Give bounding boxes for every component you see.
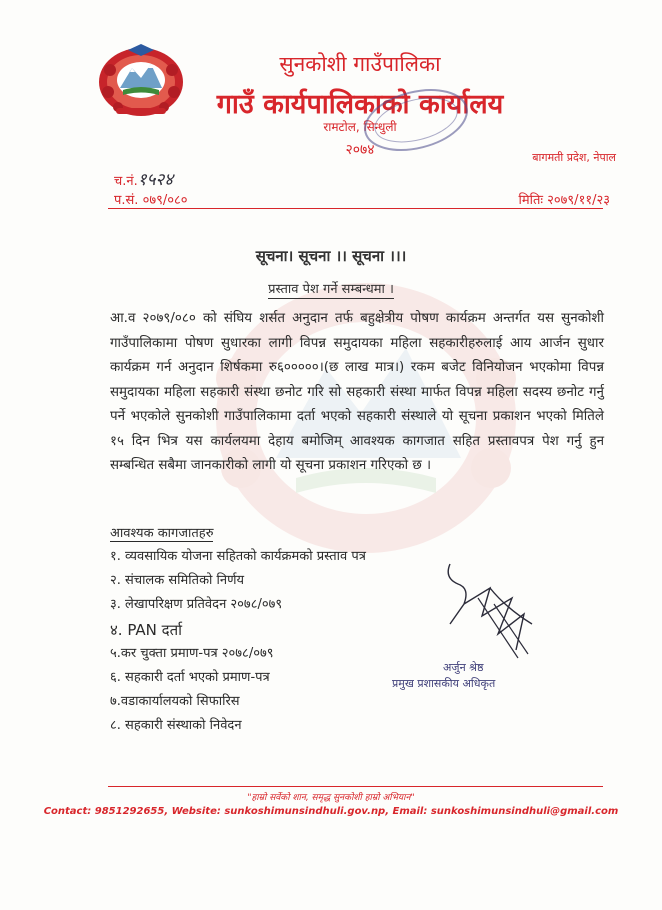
reference-number: [114, 167, 173, 190]
municipality-name: सुनकोशी गाउँपालिका: [279, 52, 441, 76]
reference-number-value: १५२४: [137, 170, 174, 190]
office-stamp-icon: [356, 86, 476, 154]
signer-name: अर्जुन श्रेष्ठ: [443, 661, 484, 674]
office-location: रामटोल, सिन्धुली: [323, 120, 397, 134]
document-item: ८. सहकारी संस्थाको निवेदन: [110, 718, 242, 734]
document-item: ३. लेखापरिक्षण प्रतिवेदन २०७८/०७९: [110, 597, 283, 613]
document-item: ७.वडाकार्यालयको सिफारिस: [110, 694, 240, 710]
established-year: २०७४: [345, 142, 375, 158]
subject-text: प्रस्ताव पेश गर्ने सम्बन्धमा ।: [268, 282, 394, 297]
document-item: १. व्यवसायिक योजना सहितको कार्यक्रमको प्रस्ताव पत्र: [110, 549, 366, 564]
signature-icon: [420, 558, 550, 668]
office-name: गाउँ कार्यपालिकाको कार्यालय: [216, 89, 504, 120]
footer-slogan: "हाम्रो सर्वेको शान, समृद्ध सुनकोशी हाम्रो अभियान": [247, 793, 415, 803]
notice-body: आ.व २०७९/०८० को संघिय शर्सत अनुदान तर्फ बहुक्षेत्रीय पोषण कार्यक्रम अन्तर्गत यस सुनकोशी गाउँपालिकामा पोषण सुधारका लागी विपन्न समुदायका महिला सहकारीहरुलाई आय आर्जन सुधार कार्यक्रम गर्न अनुदान शिर्षकमा रु६०००००।(छ लाख मात्र।) रकम बजेट विनियोजन भएकोमा विपन्न समुदायका महिला सहकारी संस्था छनोट गरि सो सहकारी संस्था मार्फत विपन्न महिला सदस्य छनोट गर्नु पर्ने भएकोले सुनकोशी गाउँपालिकामा दर्ता भएको सहकारी संस्थाले यो सूचना प्रकाशन भएको मितिले १५ दिन भित्र यस कार्यलयमा देहाय बमोजिम् आवश्यक कागजात सहित प्रस्तावपत्र पेश गर्नु हुन सम्बन्धित सबैमा जानकारीको लागी यो सूचना प्रकाशन गरिएको छ ।: [110, 311, 604, 473]
fiscal-year: प.सं. ०७९/०८०: [114, 193, 188, 208]
footer-divider: [108, 786, 603, 787]
document-item: ४. PAN दर्ता: [110, 620, 183, 639]
reference-number-label: च.नं.: [114, 174, 138, 189]
footer-contact: Contact: 9851292655, Website: sunkoshimunsindhuli.gov.np, Email: sunkoshimunsindhuli@gmail.com: [43, 806, 619, 817]
documents-list: [110, 545, 366, 739]
document-item: २. संचालक समितिको निर्णय: [110, 573, 245, 589]
documents-title: आवश्यक कागजातहरु: [110, 523, 213, 542]
header-divider: [108, 208, 603, 209]
document-item: ५.कर चुक्ता प्रमाण-पत्र २०७८/०७९: [110, 645, 274, 661]
signer-title: प्रमुख प्रशासकीय अधिकृत: [392, 677, 496, 690]
letter-date: मितिः २०७९/११/२३: [518, 193, 610, 208]
subject-line: [0, 279, 662, 297]
document-item: ६. सहकारी दर्ता भएको प्रमाण-पत्र: [110, 669, 270, 685]
province-name: बागमती प्रदेश, नेपाल: [532, 151, 616, 164]
notice-heading: सूचना। सूचना ।। सूचना ।।।: [255, 247, 407, 265]
